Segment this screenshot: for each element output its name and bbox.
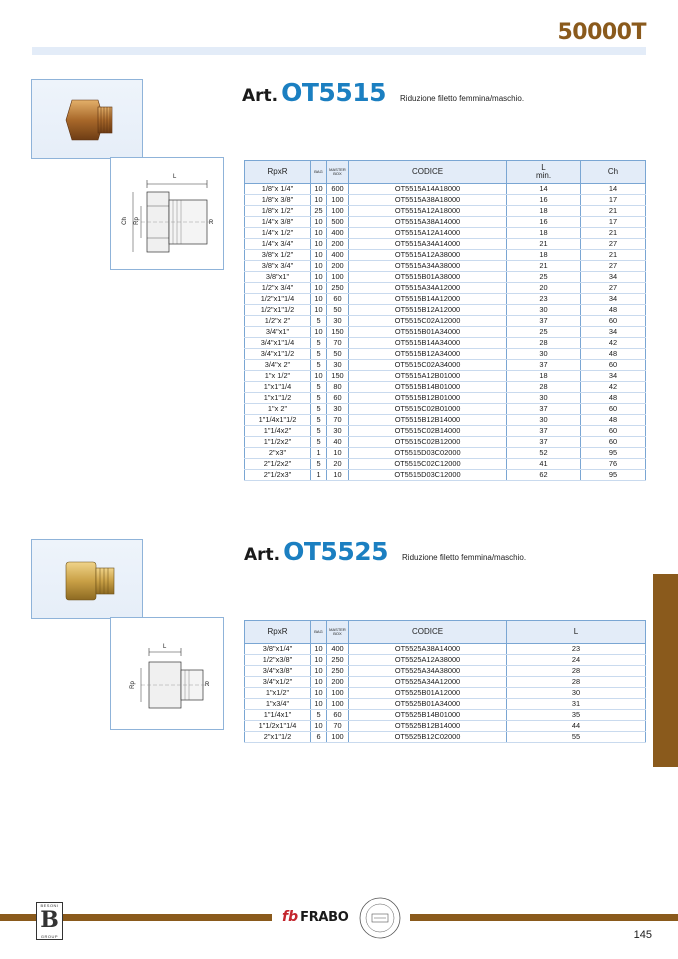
cell-bag: 10 — [311, 217, 327, 228]
box-label: BOX — [333, 631, 342, 636]
col-header-master-box — [327, 621, 349, 644]
cell-code: OT5515B14A12000 — [349, 294, 507, 305]
article-heading-ot5525 — [244, 537, 526, 566]
cell-ch: 17 — [581, 195, 646, 206]
cell-box: 30 — [327, 404, 349, 415]
side-tab — [653, 574, 678, 767]
cell-ch: 60 — [581, 437, 646, 448]
cell-code: OT5515B12B01000 — [349, 393, 507, 404]
table-row — [245, 382, 646, 393]
art-code: OT5525 — [283, 537, 389, 566]
cell-l: 21 — [507, 239, 581, 250]
table-row — [245, 228, 646, 239]
cell-box: 80 — [327, 382, 349, 393]
cell-ch: 14 — [581, 184, 646, 195]
cell-code: OT5515B12A12000 — [349, 305, 507, 316]
cell-box: 30 — [327, 316, 349, 327]
product-table-ot5515 — [244, 160, 646, 481]
cell-size: 1"1/4x1"1/2 — [245, 415, 311, 426]
cell-ch: 60 — [581, 360, 646, 371]
cell-code: OT5525B14B01000 — [349, 710, 507, 721]
cell-l: 44 — [507, 721, 646, 732]
cell-box: 100 — [327, 206, 349, 217]
cell-bag: 10 — [311, 305, 327, 316]
table-row — [245, 437, 646, 448]
table-row — [245, 283, 646, 294]
cell-l: 37 — [507, 437, 581, 448]
cell-bag: 10 — [311, 644, 327, 655]
cell-size: 2"x3" — [245, 448, 311, 459]
cell-box: 250 — [327, 666, 349, 677]
cell-size: 2"1/2x2" — [245, 459, 311, 470]
cell-box: 400 — [327, 228, 349, 239]
cell-box: 70 — [327, 415, 349, 426]
cell-l: 18 — [507, 206, 581, 217]
cell-code: OT5515B12B14000 — [349, 415, 507, 426]
cell-code: OT5515A38A14000 — [349, 217, 507, 228]
art-label: Art. — [244, 545, 281, 565]
cell-size: 1"x 2" — [245, 404, 311, 415]
cell-bag: 5 — [311, 404, 327, 415]
table-row — [245, 688, 646, 699]
cell-box: 50 — [327, 349, 349, 360]
cell-l: 28 — [507, 666, 646, 677]
cell-size: 2"1/2x3" — [245, 470, 311, 481]
article-heading-ot5515 — [242, 78, 524, 107]
col-header-bag: BAG — [311, 161, 327, 184]
table-row — [245, 404, 646, 415]
technical-drawing-ot5525 — [110, 617, 224, 730]
col-header-code: CODICE — [349, 161, 507, 184]
table-row — [245, 699, 646, 710]
cell-box: 100 — [327, 195, 349, 206]
cell-l: 23 — [507, 294, 581, 305]
table-row — [245, 448, 646, 459]
cell-bag: 10 — [311, 272, 327, 283]
cell-bag: 10 — [311, 228, 327, 239]
cell-l: 37 — [507, 360, 581, 371]
product-photo-ot5515 — [31, 79, 143, 159]
cell-ch: 21 — [581, 250, 646, 261]
cell-l: 30 — [507, 305, 581, 316]
cell-box: 10 — [327, 448, 349, 459]
drawing-ot5525-icon — [111, 618, 225, 731]
cell-code: OT5515A14A18000 — [349, 184, 507, 195]
cell-ch: 48 — [581, 415, 646, 426]
table-row — [245, 217, 646, 228]
table-row — [245, 327, 646, 338]
cell-box: 100 — [327, 699, 349, 710]
cell-box: 100 — [327, 272, 349, 283]
cell-code: OT5525B01A12000 — [349, 688, 507, 699]
cell-bag: 10 — [311, 283, 327, 294]
master-label: MASTER — [329, 627, 346, 632]
cell-ch: 27 — [581, 283, 646, 294]
cell-size: 1/8"x 1/4" — [245, 184, 311, 195]
cell-size: 1"1/4x2" — [245, 426, 311, 437]
cell-ch: 34 — [581, 294, 646, 305]
table-row — [245, 338, 646, 349]
cell-l: 28 — [507, 677, 646, 688]
cell-code: OT5515A12A38000 — [349, 250, 507, 261]
cell-code: OT5515C02A34000 — [349, 360, 507, 371]
cell-bag: 5 — [311, 338, 327, 349]
min-label: min. — [535, 171, 552, 180]
table-row — [245, 426, 646, 437]
cell-ch: 21 — [581, 228, 646, 239]
table-row — [245, 195, 646, 206]
cell-bag: 10 — [311, 294, 327, 305]
table-row — [245, 393, 646, 404]
cell-size: 1/2"x1"1/4 — [245, 294, 311, 305]
cell-l: 28 — [507, 382, 581, 393]
cell-ch: 34 — [581, 371, 646, 382]
table-row — [245, 415, 646, 426]
cell-size: 1/2"x3/8" — [245, 655, 311, 666]
cell-size: 1"x1/2" — [245, 688, 311, 699]
table-row — [245, 250, 646, 261]
cell-code: OT5525A12A38000 — [349, 655, 507, 666]
col-header-l: L — [507, 621, 646, 644]
table-row — [245, 305, 646, 316]
cell-box: 50 — [327, 305, 349, 316]
cell-l: 62 — [507, 470, 581, 481]
table-row — [245, 294, 646, 305]
col-header-ch: Ch — [581, 161, 646, 184]
cell-box: 30 — [327, 426, 349, 437]
cell-code: OT5515A34A38000 — [349, 261, 507, 272]
cell-code: OT5515B01A38000 — [349, 272, 507, 283]
cell-bag: 5 — [311, 382, 327, 393]
cell-code: OT5515C02B14000 — [349, 426, 507, 437]
table-row — [245, 666, 646, 677]
cell-size: 1/4"x 3/8" — [245, 217, 311, 228]
cell-ch: 17 — [581, 217, 646, 228]
cell-l: 25 — [507, 272, 581, 283]
col-header-bag: BAG — [311, 621, 327, 644]
cell-bag: 5 — [311, 360, 327, 371]
cell-box: 500 — [327, 217, 349, 228]
frabo-logo — [282, 909, 349, 925]
footer-bar-right — [410, 914, 678, 921]
series-title: 50000T — [557, 20, 646, 45]
cell-ch: 95 — [581, 448, 646, 459]
cell-bag: 1 — [311, 448, 327, 459]
cell-box: 200 — [327, 239, 349, 250]
cell-l: 25 — [507, 327, 581, 338]
page-number: 145 — [633, 929, 652, 941]
cell-bag: 10 — [311, 184, 327, 195]
cell-size: 3/4"x1" — [245, 327, 311, 338]
cell-box: 30 — [327, 360, 349, 371]
cell-box: 100 — [327, 688, 349, 699]
art-description: Riduzione filetto femmina/maschio. — [400, 94, 525, 103]
cell-box: 60 — [327, 294, 349, 305]
dim-label-l: L — [173, 174, 177, 180]
cell-size: 3/4"x1"1/2 — [245, 349, 311, 360]
dim-label-l: L — [163, 644, 167, 650]
cell-l: 37 — [507, 316, 581, 327]
cell-ch: 21 — [581, 206, 646, 217]
cell-code: OT5515A34A14000 — [349, 239, 507, 250]
cell-box: 10 — [327, 470, 349, 481]
cell-ch: 48 — [581, 393, 646, 404]
cell-bag: 6 — [311, 732, 327, 743]
cell-bag: 5 — [311, 349, 327, 360]
cell-code: OT5525B01A34000 — [349, 699, 507, 710]
cell-bag: 5 — [311, 393, 327, 404]
dim-label-r: R — [209, 220, 214, 226]
cell-l: 16 — [507, 217, 581, 228]
cell-size: 1"x1"1/2 — [245, 393, 311, 404]
cell-l: 20 — [507, 283, 581, 294]
drawing-ot5515-icon — [111, 158, 225, 271]
cell-l: 21 — [507, 261, 581, 272]
cell-l: 37 — [507, 426, 581, 437]
table-row — [245, 459, 646, 470]
cell-code: OT5515C02C12000 — [349, 459, 507, 470]
cell-l: 18 — [507, 250, 581, 261]
cell-size: 1/2"x 3/4" — [245, 283, 311, 294]
cell-bag: 5 — [311, 459, 327, 470]
dim-label-ch: Ch — [121, 217, 128, 225]
cell-l: 35 — [507, 710, 646, 721]
cell-l: 30 — [507, 349, 581, 360]
dim-label-rp: Rp — [133, 217, 140, 225]
cell-bag: 10 — [311, 688, 327, 699]
group-logo-bottom-text: GROUP — [40, 934, 59, 939]
product-photo-ot5525 — [31, 539, 143, 619]
cell-l: 37 — [507, 404, 581, 415]
cell-bag: 10 — [311, 250, 327, 261]
cell-size: 3/4"x3/8" — [245, 666, 311, 677]
cell-code: OT5525A38A14000 — [349, 644, 507, 655]
cell-l: 30 — [507, 415, 581, 426]
cell-box: 200 — [327, 261, 349, 272]
cell-ch: 95 — [581, 470, 646, 481]
table-row — [245, 360, 646, 371]
table-row — [245, 272, 646, 283]
cell-size: 1/8"x 3/8" — [245, 195, 311, 206]
dim-label-rp: Rp — [129, 681, 136, 689]
cell-bag: 10 — [311, 371, 327, 382]
cell-size: 3/4"x1"1/4 — [245, 338, 311, 349]
cell-code: OT5525B12C02000 — [349, 732, 507, 743]
table-row — [245, 677, 646, 688]
cell-l: 16 — [507, 195, 581, 206]
cell-box: 100 — [327, 732, 349, 743]
cell-size: 1"x1"1/4 — [245, 382, 311, 393]
group-logo-letter: B — [40, 907, 59, 933]
cell-bag: 10 — [311, 721, 327, 732]
cell-l: 30 — [507, 688, 646, 699]
box-label: BOX — [333, 171, 342, 176]
cell-size: 3/8"x 3/4" — [245, 261, 311, 272]
cell-code: OT5515B12A34000 — [349, 349, 507, 360]
art-label: Art. — [242, 86, 279, 106]
cell-size: 3/4"x 2" — [245, 360, 311, 371]
cell-ch: 48 — [581, 305, 646, 316]
cell-bag: 10 — [311, 239, 327, 250]
col-header-size: RpxR — [245, 161, 311, 184]
cell-code: OT5515D03C12000 — [349, 470, 507, 481]
cell-box: 600 — [327, 184, 349, 195]
cell-size: 3/8"x 1/2" — [245, 250, 311, 261]
table-row — [245, 206, 646, 217]
technical-drawing-ot5515 — [110, 157, 224, 270]
cell-size: 1"1/2x2" — [245, 437, 311, 448]
cell-box: 60 — [327, 393, 349, 404]
certification-seal-icon — [359, 897, 401, 939]
cell-ch: 60 — [581, 316, 646, 327]
art-code: OT5515 — [281, 78, 387, 107]
cell-ch: 42 — [581, 382, 646, 393]
master-label: MASTER — [329, 167, 346, 172]
cell-code: OT5515D03C02000 — [349, 448, 507, 459]
cell-bag: 5 — [311, 415, 327, 426]
cell-box: 200 — [327, 677, 349, 688]
cell-bag: 5 — [311, 426, 327, 437]
cell-bag: 10 — [311, 261, 327, 272]
cell-bag: 10 — [311, 677, 327, 688]
cell-code: OT5515A12A18000 — [349, 206, 507, 217]
cell-box: 250 — [327, 655, 349, 666]
frabo-mark: fb — [282, 909, 299, 925]
cell-code: OT5515B01A34000 — [349, 327, 507, 338]
cell-bag: 1 — [311, 470, 327, 481]
cell-code: OT5515C02B01000 — [349, 404, 507, 415]
cell-code: OT5515A34A12000 — [349, 283, 507, 294]
cell-l: 23 — [507, 644, 646, 655]
cell-code: OT5515A12A14000 — [349, 228, 507, 239]
art-description: Riduzione filetto femmina/maschio. — [402, 553, 527, 562]
cell-size: 1"x 1/2" — [245, 371, 311, 382]
cell-size: 3/8"x1" — [245, 272, 311, 283]
cell-size: 1/8"x 1/2" — [245, 206, 311, 217]
cell-ch: 76 — [581, 459, 646, 470]
product-table-ot5525 — [244, 620, 646, 743]
table-row — [245, 371, 646, 382]
cell-ch: 27 — [581, 261, 646, 272]
reducer-photo-icon — [32, 540, 144, 620]
table-row — [245, 732, 646, 743]
cell-size: 3/4"x1/2" — [245, 677, 311, 688]
group-logo-top-text: BESONI — [40, 903, 59, 908]
cell-l: 41 — [507, 459, 581, 470]
cell-box: 70 — [327, 721, 349, 732]
col-header-master-box — [327, 161, 349, 184]
cell-size: 3/8"x1/4" — [245, 644, 311, 655]
cell-size: 1/2"x 2" — [245, 316, 311, 327]
cell-bag: 10 — [311, 195, 327, 206]
cell-size: 2"x1"1/2 — [245, 732, 311, 743]
l-label: L — [541, 163, 546, 172]
cell-box: 60 — [327, 710, 349, 721]
table-row — [245, 655, 646, 666]
cell-l: 28 — [507, 338, 581, 349]
frabo-name: FRABO — [300, 909, 349, 925]
cell-bag: 10 — [311, 666, 327, 677]
group-logo — [36, 902, 63, 940]
cell-code: OT5525B12B14000 — [349, 721, 507, 732]
cell-box: 150 — [327, 371, 349, 382]
cell-l: 18 — [507, 371, 581, 382]
cell-l: 52 — [507, 448, 581, 459]
cell-l: 31 — [507, 699, 646, 710]
cell-l: 30 — [507, 393, 581, 404]
cell-ch: 60 — [581, 426, 646, 437]
cell-box: 150 — [327, 327, 349, 338]
cell-bag: 5 — [311, 710, 327, 721]
table-row — [245, 261, 646, 272]
table-row — [245, 184, 646, 195]
cell-size: 1/4"x 1/2" — [245, 228, 311, 239]
cell-box: 400 — [327, 644, 349, 655]
cell-box: 20 — [327, 459, 349, 470]
table-row — [245, 721, 646, 732]
cell-box: 250 — [327, 283, 349, 294]
cell-size: 1"x3/4" — [245, 699, 311, 710]
cell-bag: 25 — [311, 206, 327, 217]
col-header-size: RpxR — [245, 621, 311, 644]
cell-l: 55 — [507, 732, 646, 743]
cell-ch: 48 — [581, 349, 646, 360]
hex-reducer-photo-icon — [32, 80, 144, 160]
cell-code: OT5525A34A38000 — [349, 666, 507, 677]
cell-ch: 34 — [581, 272, 646, 283]
cell-size: 1"1/2x1"1/4 — [245, 721, 311, 732]
cell-l: 14 — [507, 184, 581, 195]
cell-code: OT5515C02B12000 — [349, 437, 507, 448]
cell-box: 400 — [327, 250, 349, 261]
cell-bag: 5 — [311, 437, 327, 448]
cell-ch: 34 — [581, 327, 646, 338]
table-row — [245, 349, 646, 360]
table-row — [245, 470, 646, 481]
cell-bag: 10 — [311, 655, 327, 666]
cell-code: OT5525A34A12000 — [349, 677, 507, 688]
cell-code: OT5515A12B01000 — [349, 371, 507, 382]
top-band — [32, 47, 646, 55]
cell-bag: 5 — [311, 316, 327, 327]
table-row — [245, 644, 646, 655]
cell-l: 18 — [507, 228, 581, 239]
dim-label-r: R — [205, 682, 210, 688]
table-row — [245, 239, 646, 250]
cell-bag: 10 — [311, 699, 327, 710]
cell-ch: 27 — [581, 239, 646, 250]
cell-l: 24 — [507, 655, 646, 666]
cell-bag: 10 — [311, 327, 327, 338]
cell-box: 40 — [327, 437, 349, 448]
cell-ch: 42 — [581, 338, 646, 349]
cell-box: 70 — [327, 338, 349, 349]
cell-code: OT5515B14A34000 — [349, 338, 507, 349]
cell-ch: 60 — [581, 404, 646, 415]
cell-size: 1/2"x1"1/2 — [245, 305, 311, 316]
cell-size: 1/4"x 3/4" — [245, 239, 311, 250]
cell-code: OT5515A38A18000 — [349, 195, 507, 206]
col-header-l — [507, 161, 581, 184]
table-row — [245, 710, 646, 721]
cell-code: OT5515C02A12000 — [349, 316, 507, 327]
cell-code: OT5515B14B01000 — [349, 382, 507, 393]
col-header-code: CODICE — [349, 621, 507, 644]
cell-size: 1"1/4x1" — [245, 710, 311, 721]
table-row — [245, 316, 646, 327]
